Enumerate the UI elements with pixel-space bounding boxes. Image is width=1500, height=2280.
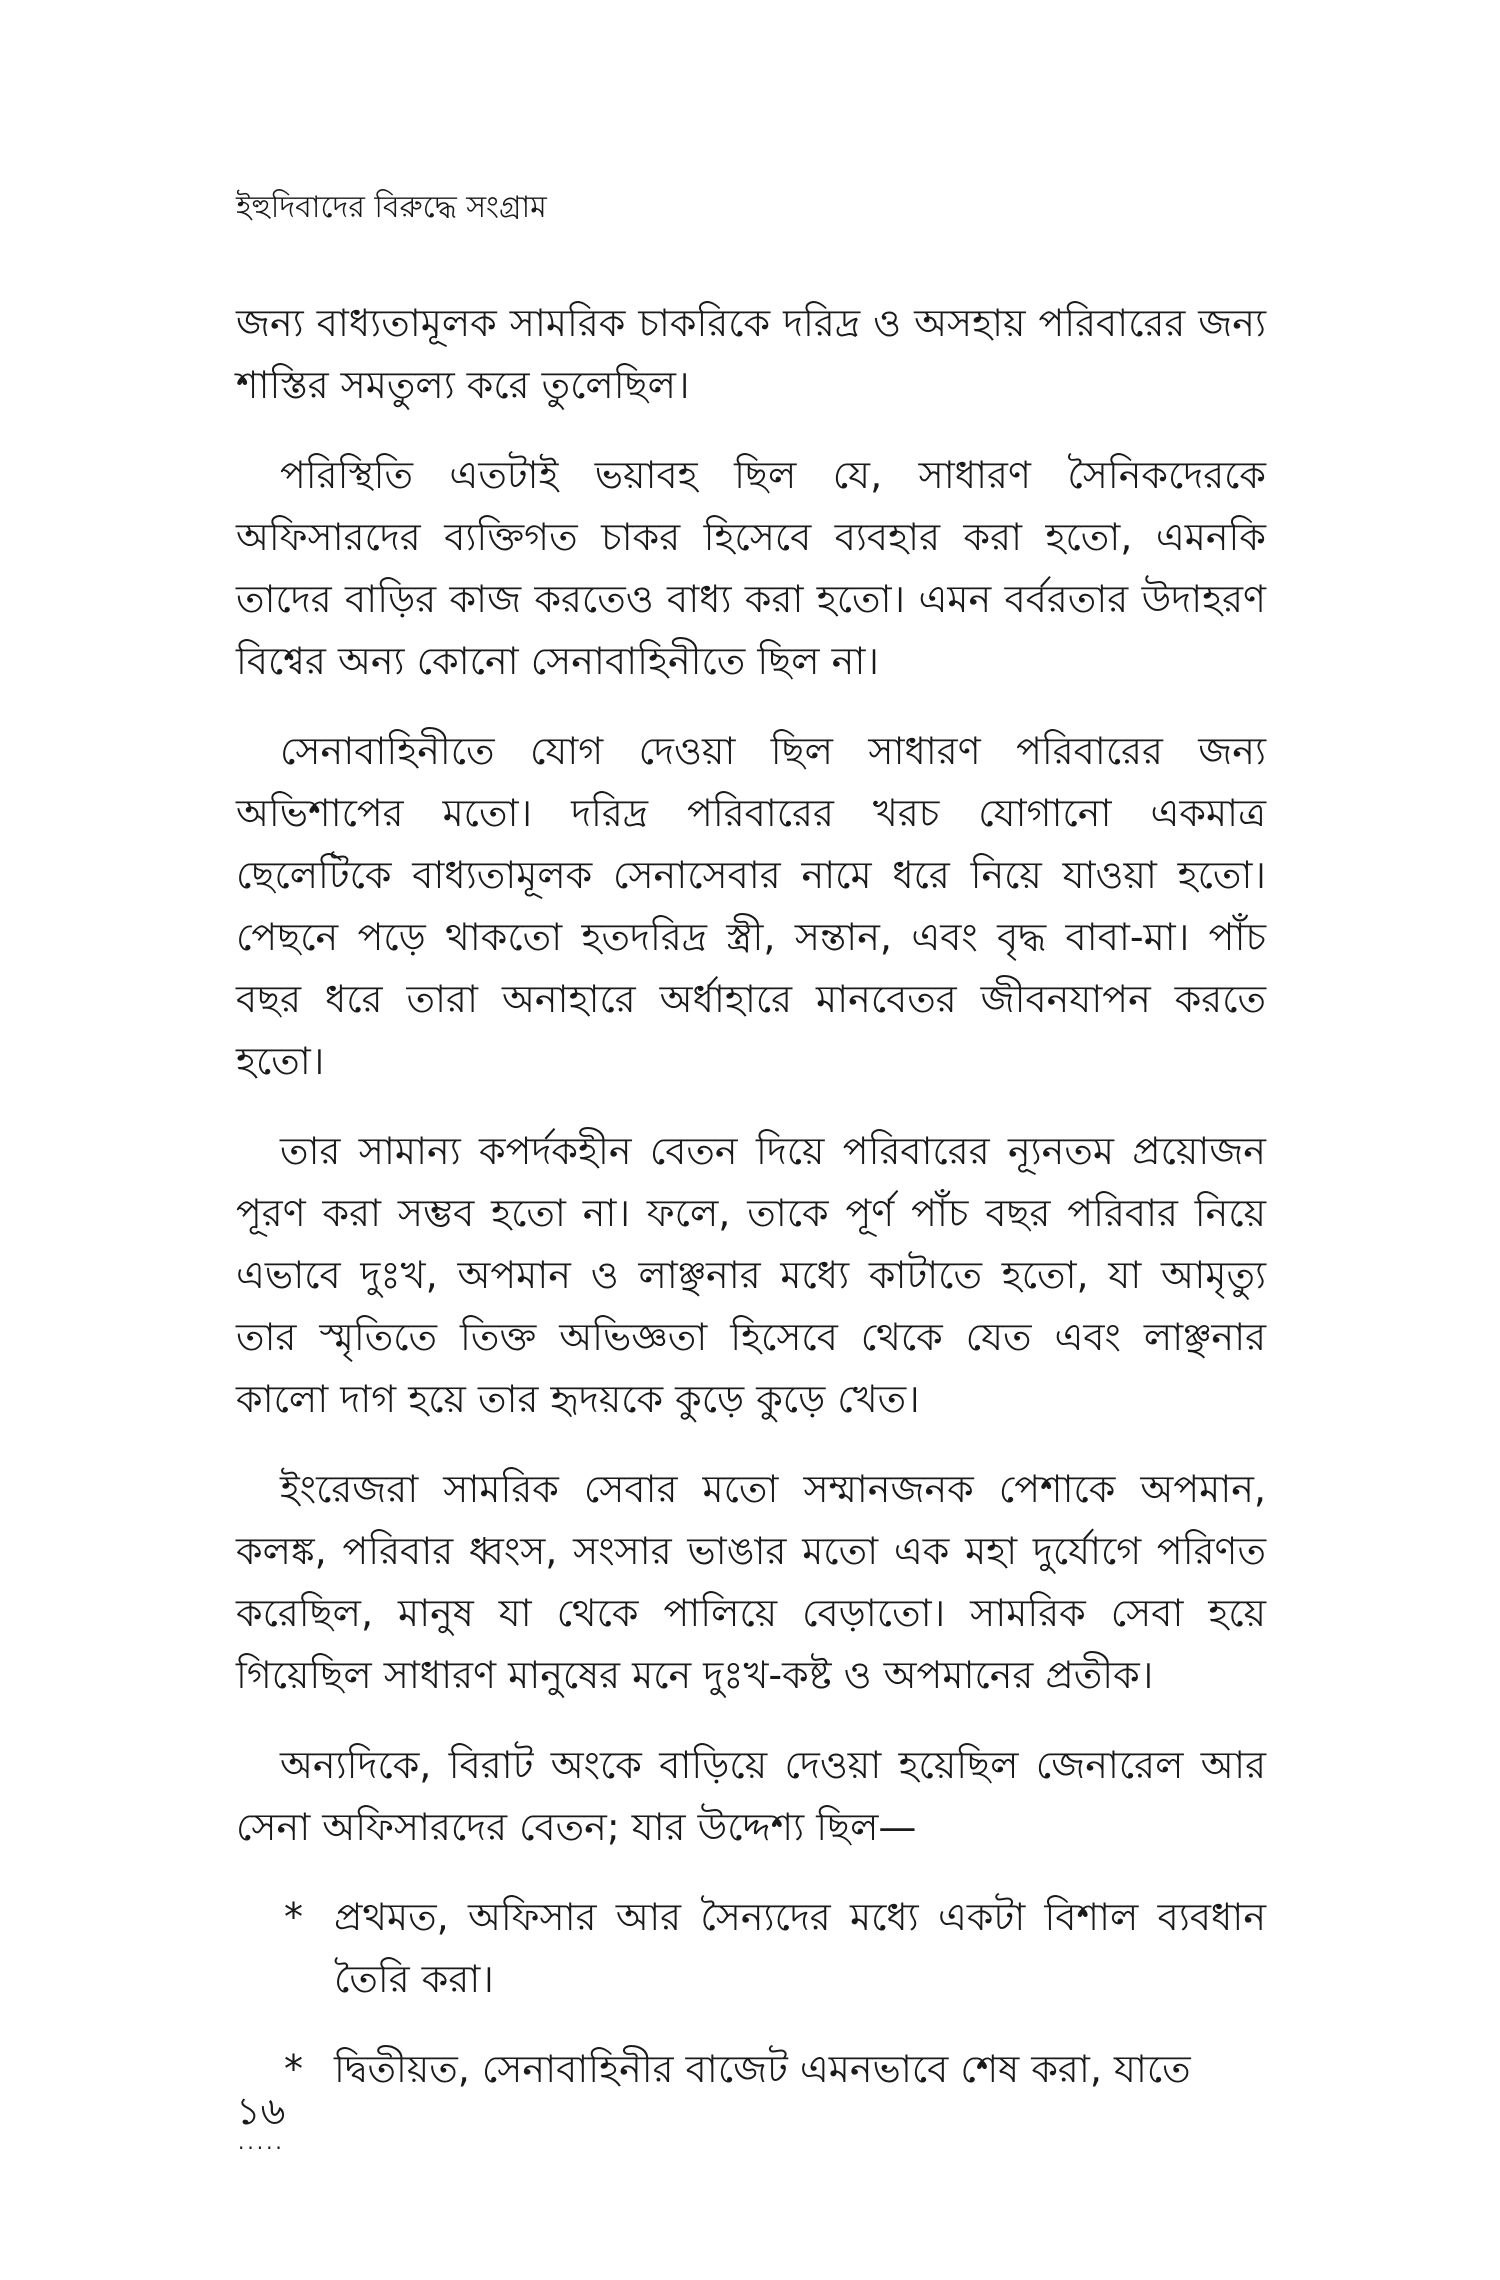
bullet-text: প্রথমত, অফিসার আর সৈন্যদের মধ্যে একটা বিশাল ব্যবধান তৈরি করা। (334, 1895, 1266, 2001)
paragraph: তার সামান্য কপর্দকহীন বেতন দিয়ে পরিবারের ন্যূনতম প্রয়োজন পূরণ করা সম্ভব হতো না। ফলে, তাকে পূর্ণ পাঁচ বছর পরিবার নিয়ে এভাবে দুঃখ, অপমান ও লাঞ্ছনার মধ্যে কাটাতে হতো, যা আমৃত্যু তার স্মৃতিতে তিক্ত অভিজ্ঞতা হিসেবে থেকে যেত এবং লাঞ্ছনার কালো দাগ হয়ে তার হৃদয়কে কুড়ে কুড়ে খেত। (236, 1129, 1266, 1421)
paragraph: পরিস্থিতি এতটাই ভয়াবহ ছিল যে, সাধারণ সৈনিকদেরকে অফিসারদের ব্যক্তিগত চাকর হিসেবে ব্যবহার করা হতো, এমনকি তাদের বাড়ির কাজ করতেও বাধ্য করা হতো। এমন বর্বরতার উদাহরণ বিশ্বের অন্য কোনো সেনাবাহিনীতে ছিল না। (236, 453, 1266, 683)
paragraph: অন্যদিকে, বিরাট অংকে বাড়িয়ে দেওয়া হয়েছিল জেনারেল আর সেনা অফিসারদের বেতন; যার উদ্দেশ্য ছিল— (236, 1743, 1266, 1849)
page-number: ১৬ (236, 2089, 286, 2133)
paragraph: জন্য বাধ্যতামূলক সামরিক চাকরিকে দরিদ্র ও অসহায় পরিবারের জন্য শাস্তির সমতুল্য করে তুলেছিল। (236, 301, 1266, 407)
running-header: ইহুদিবাদের বিরুদ্ধে সংগ্রাম (236, 190, 547, 225)
bullet-item (284, 1886, 1266, 2010)
bullet-item (284, 2038, 1266, 2100)
bullet-text: দ্বিতীয়ত, সেনাবাহিনীর বাজেট এমনভাবে শেষ করা, যাতে (334, 2047, 1191, 2091)
page-body (236, 292, 1266, 2128)
page-number-ornament: ..... (238, 2130, 285, 2154)
paragraph: সেনাবাহিনীতে যোগ দেওয়া ছিল সাধারণ পরিবারের জন্য অভিশাপের মতো। দরিদ্র পরিবারের খরচ যোগানো একমাত্র ছেলেটিকে বাধ্যতামূলক সেনাসেবার নামে ধরে নিয়ে যাওয়া হতো। পেছনে পড়ে থাকতো হতদরিদ্র স্ত্রী, সন্তান, এবং বৃদ্ধ বাবা-মা। পাঁচ বছর ধরে তারা অনাহারে অর্ধাহারে মানবেতর জীবনযাপন করতে হতো। (236, 729, 1266, 1083)
bullet-marker: * (284, 2047, 303, 2091)
bullet-marker: * (284, 1895, 303, 1939)
paragraph: ইংরেজরা সামরিক সেবার মতো সম্মানজনক পেশাকে অপমান, কলঙ্ক, পরিবার ধ্বংস, সংসার ভাঙার মতো এক মহা দুর্যোগে পরিণত করেছিল, মানুষ যা থেকে পালিয়ে বেড়াতো। সামরিক সেবা হয়ে গিয়েছিল সাধারণ মানুষের মনে দুঃখ-কষ্ট ও অপমানের প্রতীক। (236, 1467, 1266, 1697)
